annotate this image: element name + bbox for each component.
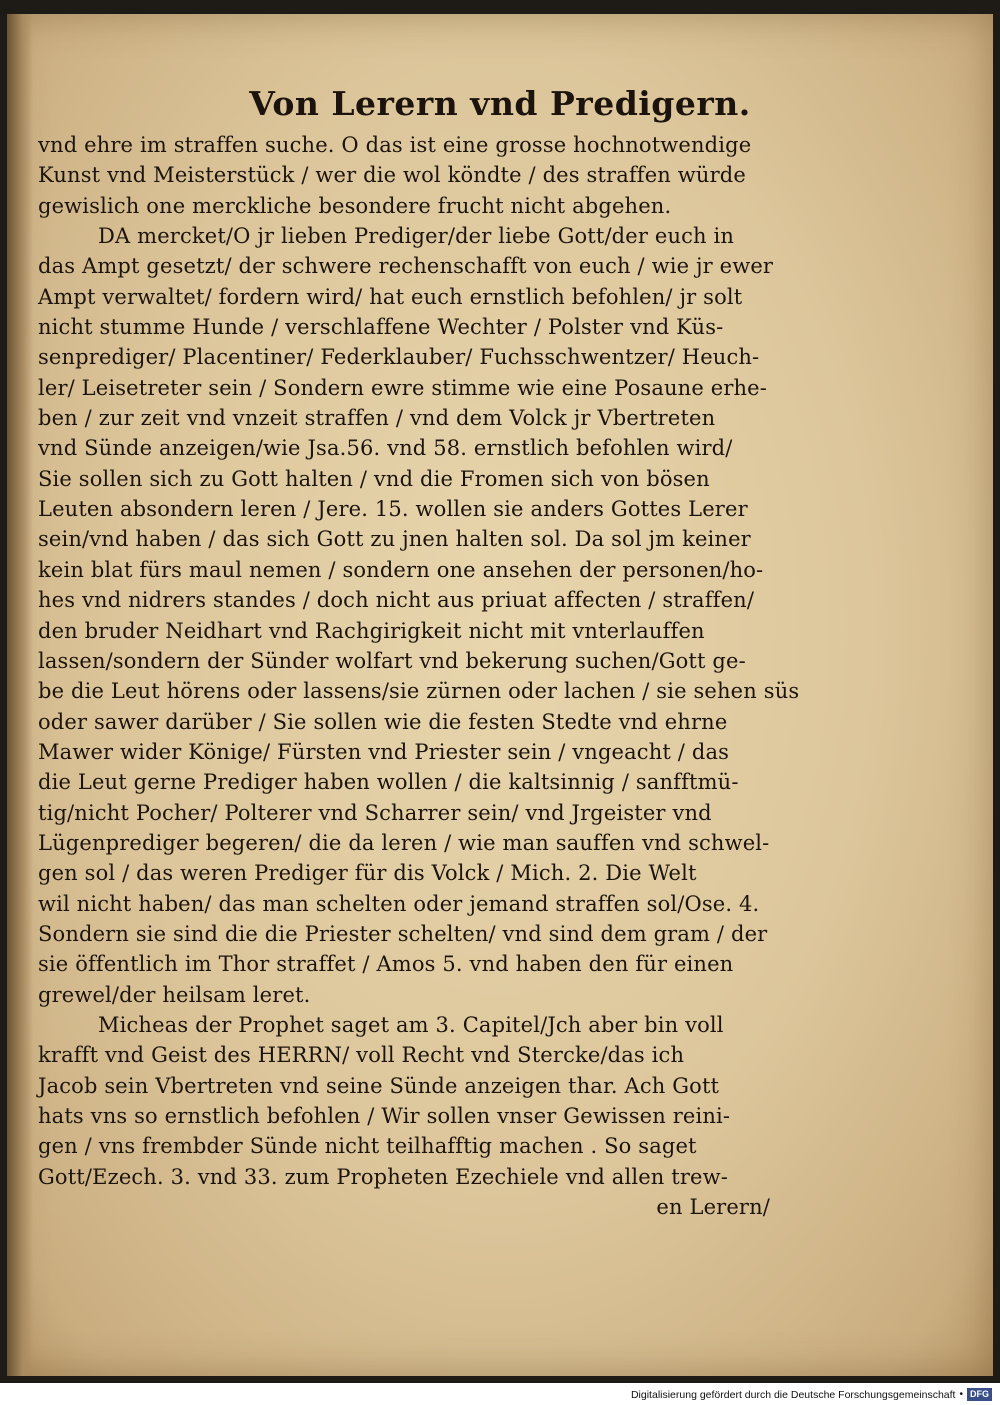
text-line: Gott/Ezech. 3. vnd 33. zum Propheten Ezechiele vnd allen trew- [38, 1164, 729, 1189]
footer-separator: • [959, 1389, 963, 1400]
dfg-logo-icon: DFG [967, 1388, 992, 1401]
text-line: wil nicht haben/ das man schelten oder jemand straffen sol/Ose. 4. [38, 891, 760, 916]
text-line: vnd ehre im straffen suche. O das ist eine grosse hochnotwendige [38, 133, 752, 157]
text-line: grewel/der heilsam leret. [38, 982, 311, 1007]
catchword: en Lerern/ [656, 1195, 770, 1220]
body-text [38, 130, 800, 1222]
text-line: senprediger/ Placentiner/ Federklauber/ Fuchsschwentzer/ Heuch- [38, 345, 760, 370]
text-line: ler/ Leisetreter sein / Sondern ewre stimme wie eine Posaune erhe- [38, 375, 768, 400]
text-line: be die Leut hörens oder lassens/sie zürnen oder lachen / sie sehen süs [38, 679, 800, 704]
paragraph-start-line: Micheas der Prophet saget am 3. Capitel/Jch aber bin voll [98, 1012, 724, 1037]
text-line: ben / zur zeit vnd vnzeit straffen / vnd dem Volck jr Vbertreten [38, 406, 716, 431]
paragraph-start-line: DA mercket/O jr lieben Prediger/der liebe Gott/der euch in [98, 224, 735, 249]
text-line: lassen/sondern der Sünder wolfart vnd bekerung suchen/Gott ge- [38, 648, 746, 673]
running-head: Von Lerern vnd Predigern. [249, 84, 751, 123]
text-line: nicht stumme Hunde / verschlaffene Wechter / Polster vnd Küs- [38, 315, 724, 340]
text-line: hats vns so ernstlich befohlen / Wir sollen vnser Gewissen reini- [38, 1104, 731, 1128]
text-line: sein/vnd haben / das sich Gott zu jnen halten sol. Da sol jm keiner [38, 527, 751, 552]
funding-credit: Digitalisierung gefördert durch die Deutsche Forschungsgemeinschaft [630, 1388, 956, 1401]
text-line: Lügenprediger begeren/ die da leren / wie man sauffen vnd schwel- [38, 830, 770, 855]
text-line: oder sawer darüber / Sie sollen wie die festen Stedte vnd ehrne [38, 709, 728, 734]
text-line: sie öffentlich im Thor straffet / Amos 5. vnd haben den für einen [38, 952, 734, 977]
text-line: Ampt verwaltet/ fordern wird/ hat euch ernstlich befohlen/ jr solt [38, 284, 743, 309]
text-line: hes vnd nidrers standes / doch nicht aus priuat affecten / straffen/ [38, 588, 755, 613]
text-line: Leuten absondern leren / Jere. 15. wollen sie anders Gottes Lerer [38, 497, 748, 522]
text-line: kein blat fürs maul nemen / sondern one ansehen der personen/ho- [38, 557, 764, 582]
digitization-footer [631, 1388, 992, 1401]
text-line: krafft vnd Geist des HERRN/ voll Recht vnd Stercke/das ich [38, 1043, 685, 1068]
text-line: Sondern sie sind die die Priester schelten/ vnd sind dem gram / der [38, 921, 768, 946]
text-line: den bruder Neidhart vnd Rachgirigkeit nicht mit vnterlauffen [38, 618, 705, 643]
text-line: Sie sollen sich zu Gott halten / vnd die Fromen sich von bösen [38, 466, 710, 491]
page-gutter-shadow [7, 14, 33, 1376]
text-line: Kunst vnd Meisterstück / wer die wol köndte / des straffen würde [38, 163, 746, 188]
text-line: Jacob sein Vbertreten vnd seine Sünde anzeigen thar. Ach Gott [38, 1073, 720, 1098]
text-line: das Ampt gesetzt/ der schwere rechenschafft von euch / wie jr ewer [38, 254, 774, 279]
text-line: gewislich one merckliche besondere frucht nicht abgehen. [38, 193, 672, 218]
text-line: gen / vns frembder Sünde nicht teilhafftig machen . So saget [38, 1134, 697, 1159]
text-line: tig/nicht Pocher/ Polterer vnd Scharrer sein/ vnd Jrgeister vnd [38, 800, 712, 825]
text-line: vnd Sünde anzeigen/wie Jsa.56. vnd 58. ernstlich befohlen wird/ [38, 436, 733, 461]
text-line: die Leut gerne Prediger haben wollen / die kaltsinnig / sanfftmü- [38, 770, 739, 795]
text-line: gen sol / das weren Prediger für dis Volck / Mich. 2. Die Welt [38, 861, 697, 886]
text-line: Mawer wider Könige/ Fürsten vnd Priester sein / vngeacht / das [38, 739, 730, 764]
